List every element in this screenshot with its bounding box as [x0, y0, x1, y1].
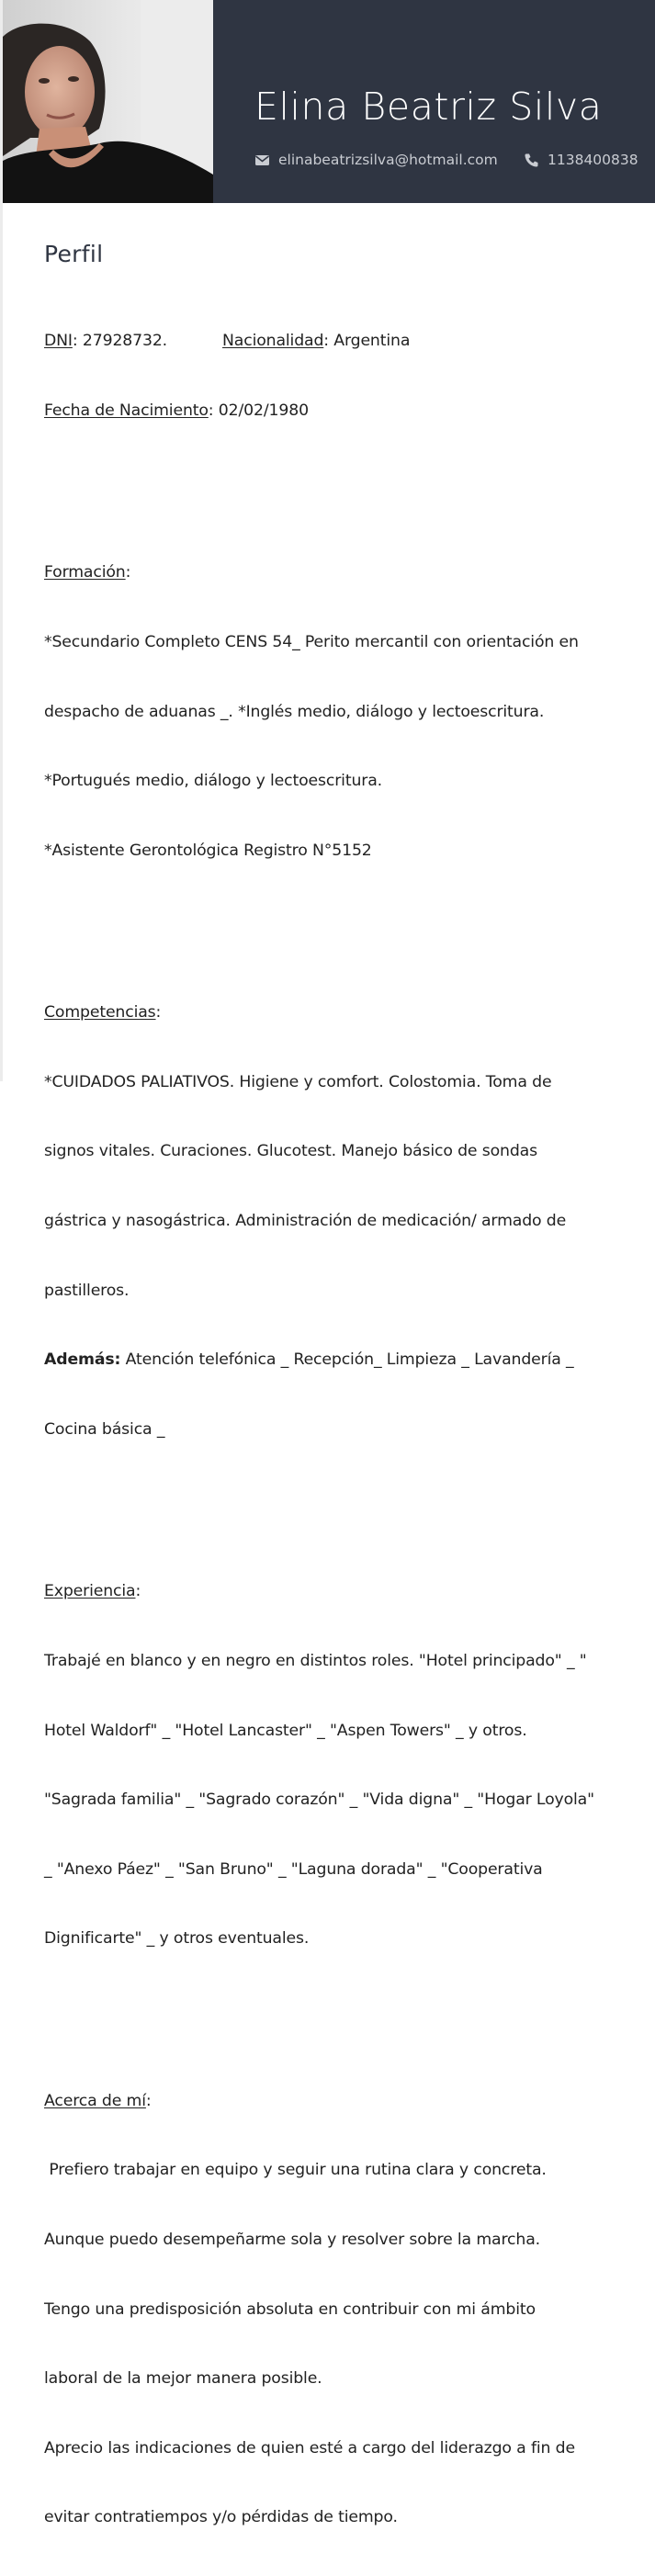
resume-content: [44, 241, 623, 2576]
phone-text[interactable]: 1138400838: [548, 152, 638, 168]
nationality-label: Nacionalidad: [222, 332, 324, 351]
experience-line: _ "Anexo Páez" _ "San Bruno" _ "Laguna dorada" _ "Cooperativa: [44, 1859, 543, 1879]
about-line: laboral de la mejor manera posible.: [44, 2369, 322, 2389]
also-label: Además:: [44, 1350, 121, 1370]
id-nationality-line: [44, 330, 623, 353]
also-line-2: Cocina básica _: [44, 1419, 165, 1439]
about-line: Aprecio las indicaciones de quien esté a cargo del liderazgo a fin de: [44, 2438, 575, 2457]
competencies-label: Competencias: [44, 1003, 156, 1022]
profile-photo: [3, 0, 213, 203]
dni-label: DNI: [44, 332, 73, 351]
experience-heading: Experiencia:: [44, 1582, 141, 1601]
also-line: [44, 1349, 623, 1372]
about-heading: Acerca de mí:: [44, 2091, 152, 2110]
experience-line: Trabajé en blanco y en negro en distintos roles. "Hotel principado" _ ": [44, 1651, 587, 1670]
formation-line: *Asistente Gerontológica Registro N°5152: [44, 841, 372, 860]
about-label: Acerca de mí: [44, 2091, 146, 2110]
envelope-icon: [254, 153, 270, 168]
competencies-line: pastilleros.: [44, 1281, 130, 1300]
birth-label: Fecha de Nacimiento: [44, 401, 209, 421]
about-line: Tengo una predisposición absoluta en contribuir con mi ámbito: [44, 2299, 536, 2319]
competencies-line: *CUIDADOS PALIATIVOS. Higiene y comfort. Colostomia. Toma de: [44, 1072, 552, 1091]
competencies-line: signos vitales. Curaciones. Glucotest. Manejo básico de sondas: [44, 1142, 537, 1161]
email-text[interactable]: elinabeatrizsilva@hotmail.com: [278, 152, 498, 168]
formation-heading: Formación:: [44, 563, 131, 582]
profile-body: [44, 284, 623, 2576]
birth-line: [44, 400, 623, 423]
birth-value: : 02/02/1980: [208, 401, 309, 421]
formation-line: despacho de aduanas _. *Inglés medio, diálogo y lectoescritura.: [44, 702, 545, 721]
competencies-heading: Competencias:: [44, 1003, 162, 1022]
profile-title: Perfil: [44, 241, 104, 267]
phone-contact[interactable]: [524, 150, 638, 170]
experience-line: Dignificarte" _ y otros eventuales.: [44, 1929, 310, 1949]
competencies-line: gástrica y nasogástrica. Administración de medicación/ armado de: [44, 1212, 567, 1231]
dni-value: : 27928732.: [72, 332, 168, 351]
person-name: Elina Beatriz Silva: [254, 85, 603, 129]
about-line: Aunque puedo desempeñarme sola y resolver sobre la marcha.: [44, 2231, 540, 2249]
nationality-value: : Argentina: [323, 332, 411, 351]
formation-label: Formación: [44, 563, 126, 582]
experience-label: Experiencia: [44, 1582, 136, 1601]
phone-icon: [524, 153, 539, 168]
email-contact[interactable]: [254, 150, 498, 170]
also-text: Atención telefónica _ Recepción_ Limpieza _ Lavandería _: [120, 1350, 574, 1370]
resume-header: [3, 0, 655, 203]
about-line: Prefiero trabajar en equipo y seguir una rutina clara y concreta.: [44, 2161, 547, 2180]
experience-line: "Sagrada familia" _ "Sagrado corazón" _ "Vida digna" _ "Hogar Loyola": [44, 1791, 594, 1810]
formation-line: *Portugués medio, diálogo y lectoescritura.: [44, 772, 382, 791]
formation-line: *Secundario Completo CENS 54_ Perito mercantil con orientación en: [44, 633, 579, 652]
about-line: evitar contratiempos y/o pérdidas de tiempo.: [44, 2508, 398, 2527]
experience-line: Hotel Waldorf" _ "Hotel Lancaster" _ "Aspen Towers" _ y otros.: [44, 1721, 527, 1740]
